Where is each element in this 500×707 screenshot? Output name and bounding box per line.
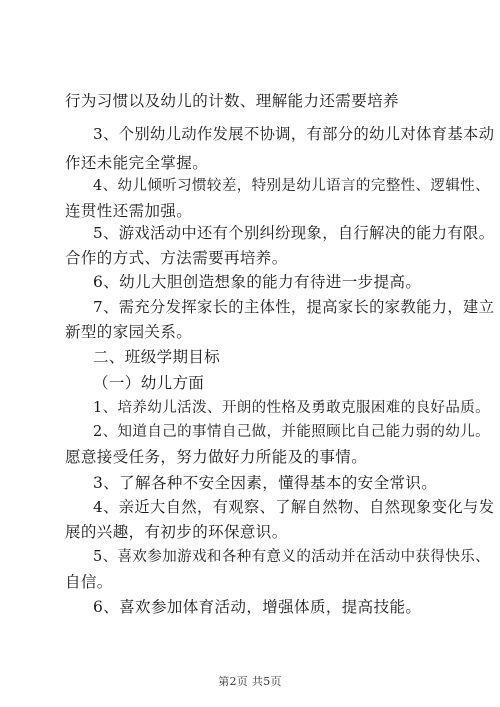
text-line-8: 6、幼儿大胆创造想象的能力有待进一步提高。: [93, 273, 422, 291]
text-line-15: 愿意接受任务，努力做好力所能及的事情。: [65, 448, 368, 466]
text-line-6: 5、游戏活动中还有个别纠纷现象，自行解决的能力有限。: [93, 224, 495, 242]
text-line-10: 新型的家园关系。: [65, 323, 193, 341]
text-line-1: 行为习惯以及幼儿的计数、理解能力还需要培养: [65, 92, 399, 110]
text-line-19: 5、喜欢参加游戏和各种有意义的活动并在活动中获得快乐、: [93, 549, 491, 565]
text-line-14: 2、知道自己的事情自己做，并能照顾比自己能力弱的幼儿。: [93, 424, 491, 440]
text-line-13: 1、培养幼儿活泼、开朗的性格及勇敢克服困难的良好品质。: [93, 400, 491, 416]
text-line-16: 3、了解各种不安全因素，懂得基本的安全常识。: [93, 474, 438, 492]
text-line-9: 7、需充分发挥家长的主体性，提高家长的家教能力，建立: [93, 298, 495, 316]
page-number-footer: 第2页 共5页: [218, 675, 282, 688]
text-line-5: 连贯性还需加强。: [65, 202, 193, 220]
text-line-4: 4、幼儿倾听习惯较差，特别是幼儿语言的完整性、逻辑性、: [93, 178, 491, 194]
text-line-2: 3、个别幼儿动作发展不协调，有部分的幼儿对体育基本动: [93, 125, 495, 143]
text-line-18: 展的兴趣，有初步的环保意识。: [65, 523, 288, 541]
text-line-3: 作还未能完全掌握。: [65, 154, 209, 172]
section-heading: 二、班级学期目标: [93, 348, 221, 366]
text-line-21: 6、喜欢参加体育活动，增强体质，提高技能。: [93, 598, 422, 616]
text-line-7: 合作的方式、方法需要再培养。: [65, 249, 288, 267]
subsection-heading: （一）幼儿方面: [93, 374, 205, 392]
text-line-17: 4、亲近大自然，有观察、了解自然物、自然现象变化与发: [93, 498, 495, 516]
text-line-20: 自信。: [65, 573, 113, 591]
